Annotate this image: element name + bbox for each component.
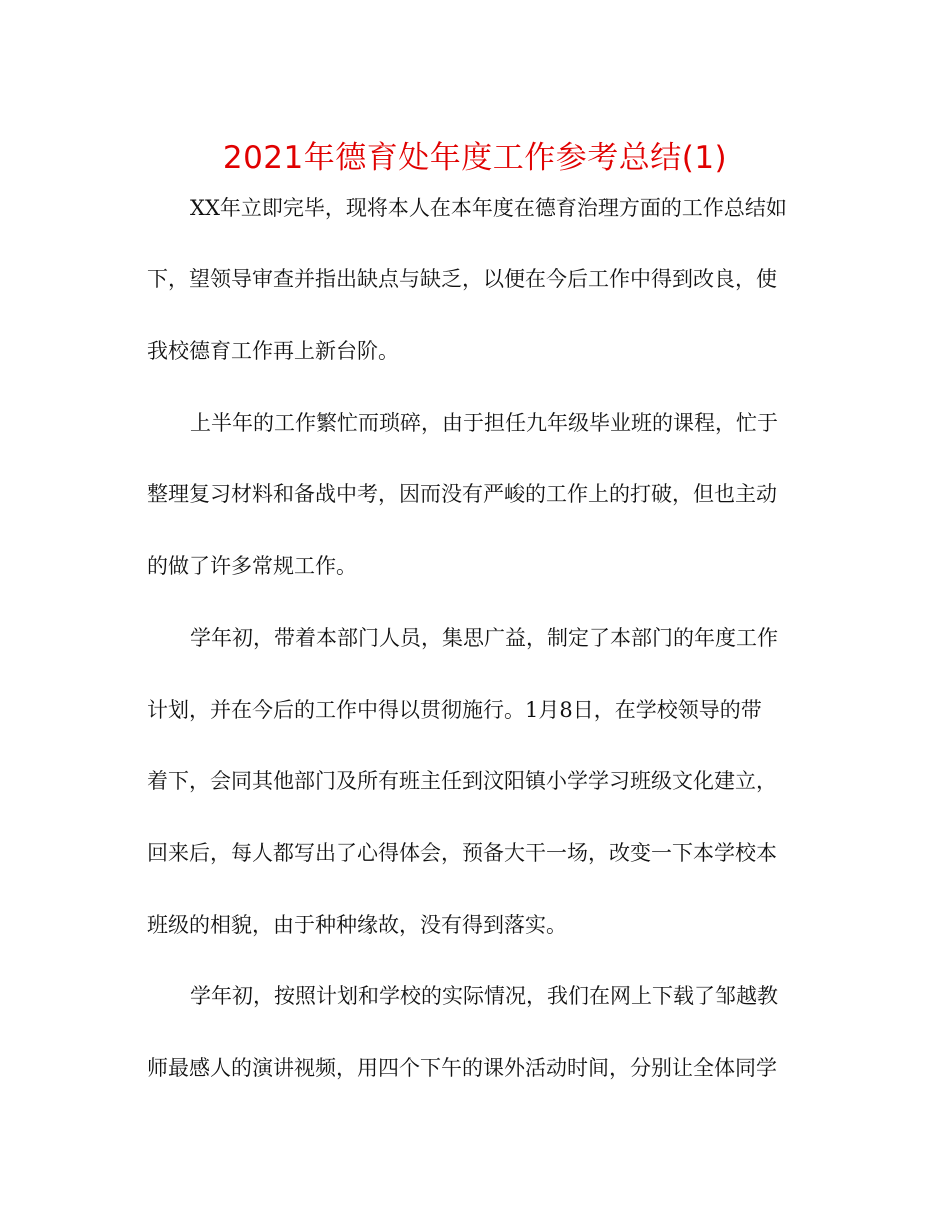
text-line: 我校德育工作再上新台阶。: [147, 339, 399, 363]
text-line: 学年初，带着本部门人员，集思广益，制定了本部门的年度工作: [190, 626, 778, 650]
text-line: 整理复习材料和备战中考，因而没有严峻的工作上的打破，但也主动: [147, 482, 777, 506]
document-title: 2021年德育处年度工作参考总结(1): [222, 140, 728, 176]
text-line: 师最感人的演讲视频，用四个下午的课外活动时间，分别让全体同学: [147, 1056, 777, 1080]
text-line: 回来后，每人都写出了心得体会，预备大干一场，改变一下本学校本: [147, 841, 777, 865]
text-line: 上半年的工作繁忙而琐碎，由于担任九年级毕业班的课程，忙于: [190, 411, 778, 435]
text-line: 班级的相貌，由于种种缘故，没有得到落实。: [147, 913, 567, 937]
text-line: 的做了许多常规工作。: [147, 554, 357, 578]
text-line: XX年立即完毕，现将本人在本年度在德育治理方面的工作总结如: [190, 196, 787, 220]
text-line: 下，望领导审查并指出缺点与缺乏，以便在今后工作中得到改良，使: [147, 267, 777, 291]
text-line: 学年初，按照计划和学校的实际情况，我们在网上下载了邹越教: [190, 984, 778, 1008]
text-line: 着下，会同其他部门及所有班主任到汶阳镇小学学习班级文化建立，: [147, 769, 777, 793]
text-line: 计划，并在今后的工作中得以贯彻施行。1月8日，在学校领导的带: [147, 698, 762, 722]
